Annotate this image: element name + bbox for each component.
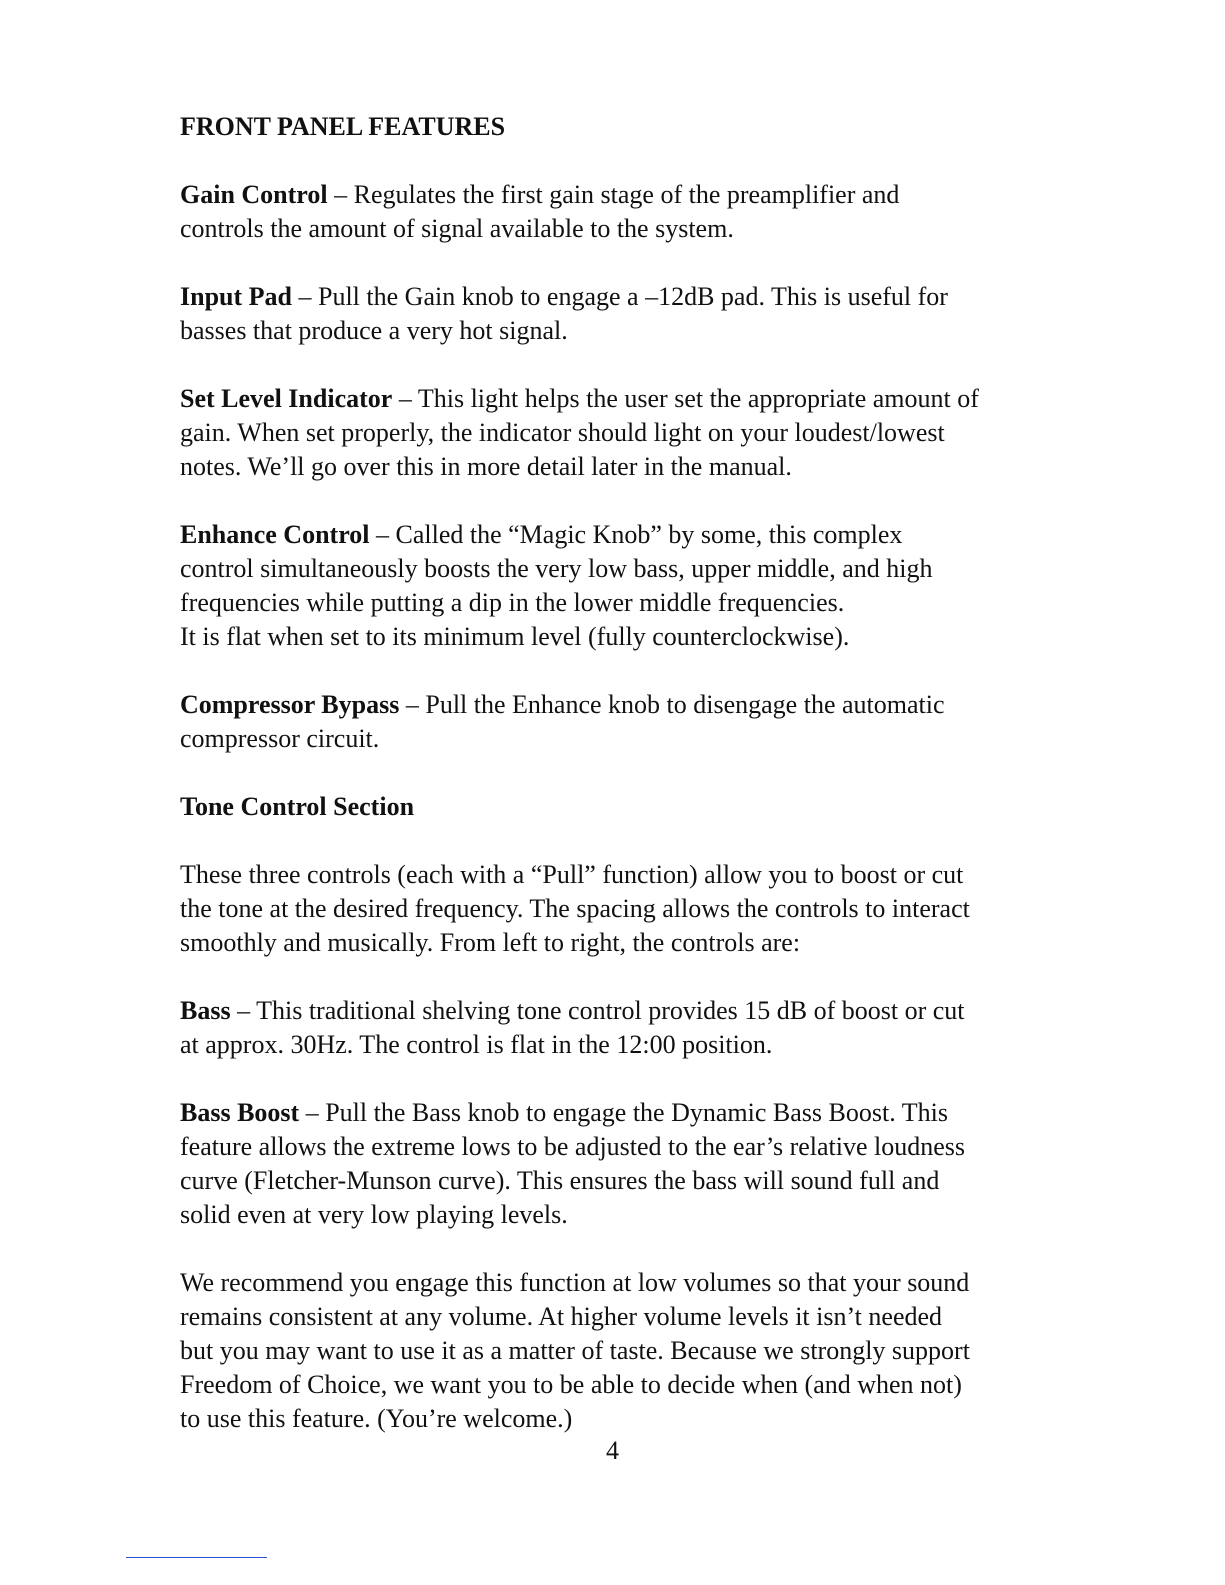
recommend-line-5: to use this feature. (You’re welcome.) — [180, 1404, 573, 1433]
compressor-bypass-line-1 — [180, 688, 1050, 722]
gain-control-line-1 — [180, 178, 1050, 212]
compressor-bypass-term: Compressor Bypass — [180, 690, 400, 719]
bass-boost-line-1 — [180, 1096, 1050, 1130]
enhance-control-line-3: frequencies while putting a dip in the lower middle frequencies. — [180, 588, 845, 617]
compressor-bypass-line-2: compressor circuit. — [180, 724, 380, 753]
bass-boost-text-1: – Pull the Bass knob to engage the Dynamic Bass Boost. This — [299, 1098, 948, 1127]
recommend-line-2: remains consistent at any volume. At higher volume levels it isn’t needed — [180, 1302, 943, 1331]
bass-line-1 — [180, 994, 1050, 1028]
set-level-text-1: – This light helps the user set the appropriate amount of — [392, 384, 979, 413]
tone-intro-line-1: These three controls (each with a “Pull” function) allow you to boost or cut — [180, 860, 964, 889]
bass-boost-paragraph — [180, 1096, 1050, 1232]
gain-control-line-2: controls the amount of signal available to the system. — [180, 214, 734, 243]
enhance-control-line-2: control simultaneously boosts the very low bass, upper middle, and high — [180, 554, 933, 583]
input-pad-line-1 — [180, 280, 1050, 314]
bass-boost-line-2: feature allows the extreme lows to be adjusted to the ear’s relative loudness — [180, 1132, 966, 1161]
tone-control-heading: Tone Control Section — [180, 792, 415, 821]
set-level-paragraph — [180, 382, 1050, 484]
input-pad-term: Input Pad — [180, 282, 292, 311]
footnote-separator — [126, 1557, 267, 1558]
set-level-line-3: notes. We’ll go over this in more detail later in the manual. — [180, 452, 792, 481]
recommend-line-4: Freedom of Choice, we want you to be able to decide when (and when not) — [180, 1370, 962, 1399]
enhance-control-line-1 — [180, 518, 1050, 552]
enhance-control-term: Enhance Control — [180, 520, 370, 549]
enhance-control-line-4: It is flat when set to its minimum level (fully counterclockwise). — [180, 622, 850, 651]
input-pad-text-1: – Pull the Gain knob to engage a –12dB pad. This is useful for — [292, 282, 948, 311]
bass-term: Bass — [180, 996, 231, 1025]
gain-control-paragraph — [180, 178, 1050, 246]
recommend-line-3: but you may want to use it as a matter of taste. Because we strongly support — [180, 1336, 970, 1365]
page-number: 4 — [606, 1436, 619, 1465]
page-content — [180, 110, 1050, 1470]
set-level-term: Set Level Indicator — [180, 384, 393, 413]
gain-control-text-1: – Regulates the first gain stage of the preamplifier and — [327, 180, 900, 209]
input-pad-paragraph — [180, 280, 1050, 348]
page-title: FRONT PANEL FEATURES — [180, 112, 506, 141]
enhance-control-paragraph — [180, 518, 1050, 654]
bass-boost-line-3: curve (Fletcher-Munson curve). This ensures the bass will sound full and — [180, 1166, 940, 1195]
bass-text-1: – This traditional shelving tone control provides 15 dB of boost or cut — [230, 996, 965, 1025]
set-level-line-2: gain. When set properly, the indicator should light on your loudest/lowest — [180, 418, 945, 447]
set-level-line-1 — [180, 382, 1050, 416]
enhance-control-text-1: – Called the “Magic Knob” by some, this complex — [369, 520, 903, 549]
tone-intro-line-2: the tone at the desired frequency. The spacing allows the controls to interact — [180, 894, 970, 923]
bass-boost-line-4: solid even at very low playing levels. — [180, 1200, 568, 1229]
gain-control-term: Gain Control — [180, 180, 328, 209]
bass-boost-term: Bass Boost — [180, 1098, 300, 1127]
tone-intro-paragraph — [180, 858, 1050, 960]
recommend-paragraph — [180, 1266, 1050, 1436]
bass-paragraph — [180, 994, 1050, 1062]
recommend-line-1: We recommend you engage this function at low volumes so that your sound — [180, 1268, 970, 1297]
compressor-bypass-paragraph — [180, 688, 1050, 756]
bass-line-2: at approx. 30Hz. The control is flat in the 12:00 position. — [180, 1030, 773, 1059]
input-pad-line-2: basses that produce a very hot signal. — [180, 316, 568, 345]
compressor-bypass-text-1: – Pull the Enhance knob to disengage the automatic — [399, 690, 945, 719]
tone-intro-line-3: smoothly and musically. From left to right, the controls are: — [180, 928, 801, 957]
